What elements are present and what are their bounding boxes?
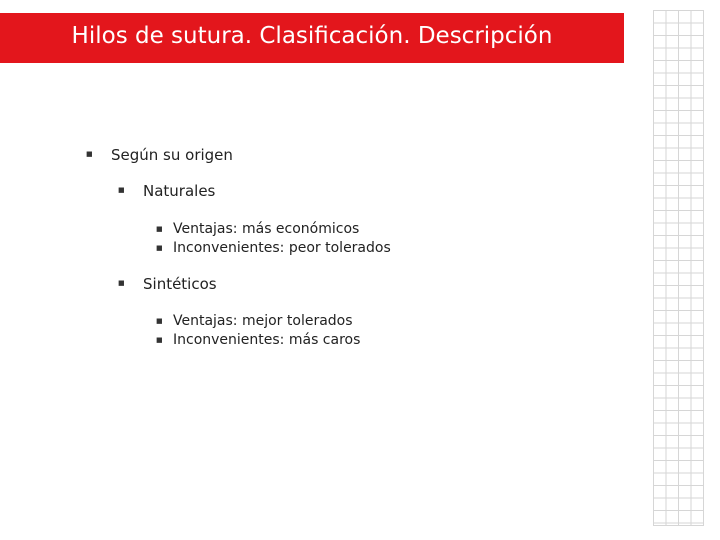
list-item: Inconvenientes: peor tolerados bbox=[173, 240, 391, 256]
decorative-grid bbox=[653, 10, 704, 526]
bullet-square-icon: ■ bbox=[118, 279, 125, 287]
list-item: Ventajas: mejor tolerados bbox=[173, 313, 353, 329]
list-item: Ventajas: más económicos bbox=[173, 221, 360, 237]
bullet-square-icon: ■ bbox=[156, 244, 163, 252]
bullet-square-icon: ■ bbox=[86, 150, 93, 158]
outline-heading: Según su origen bbox=[111, 146, 233, 164]
bullet-square-icon: ■ bbox=[118, 186, 125, 194]
slide-title: Hilos de sutura. Clasificación. Descripción bbox=[71, 23, 553, 49]
group-label-sinteticos: Sintéticos bbox=[143, 275, 217, 293]
title-bar bbox=[0, 13, 624, 63]
group-label-naturales: Naturales bbox=[143, 182, 216, 200]
bullet-square-icon: ■ bbox=[156, 336, 163, 344]
list-item: Inconvenientes: más caros bbox=[173, 332, 361, 348]
bullet-square-icon: ■ bbox=[156, 225, 163, 233]
bullet-square-icon: ■ bbox=[156, 317, 163, 325]
